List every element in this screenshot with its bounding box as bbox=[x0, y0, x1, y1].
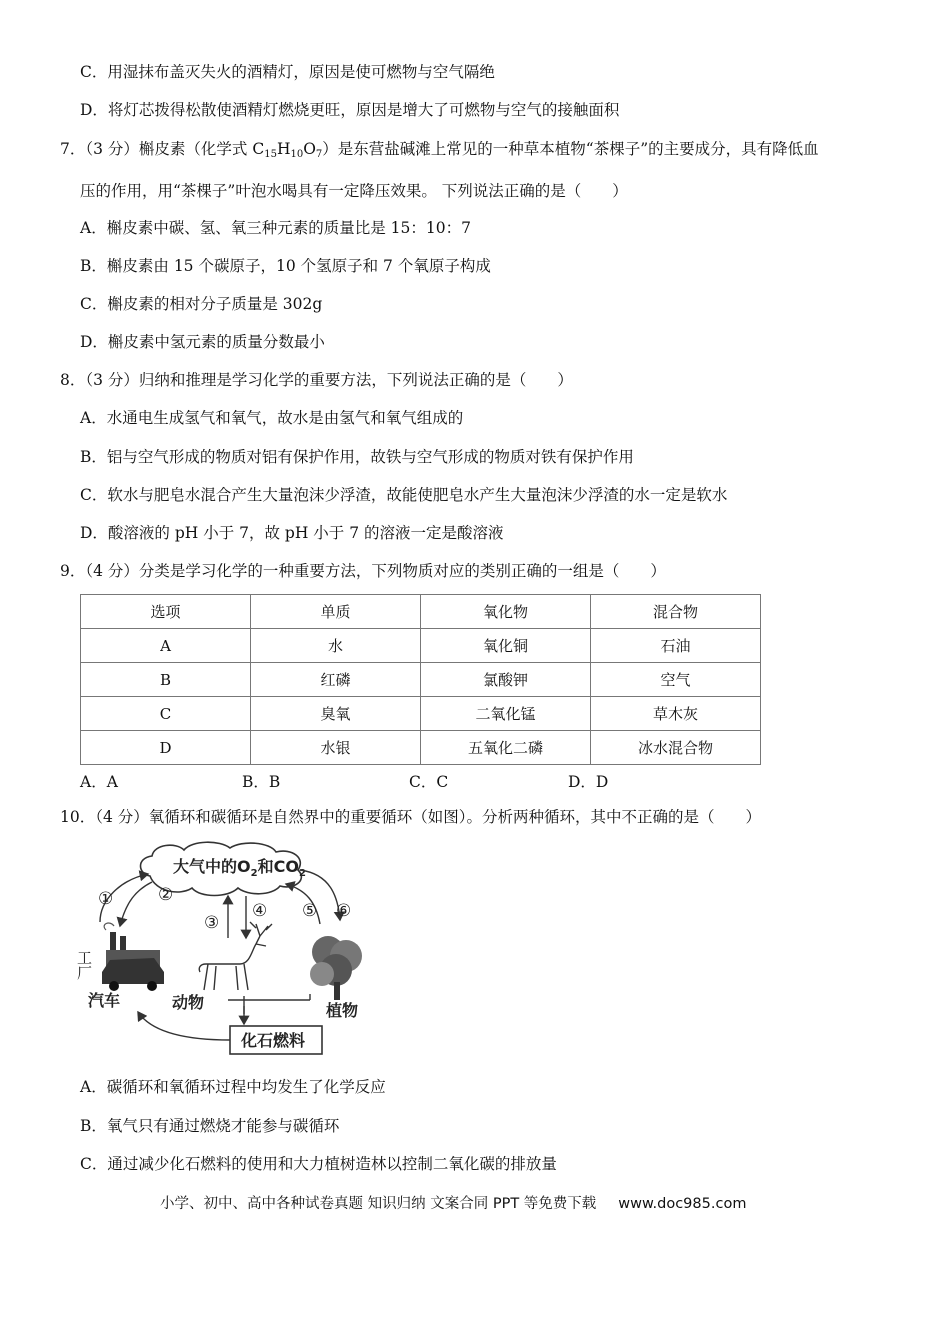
q7-h: H bbox=[276, 140, 291, 158]
q7-sub-h: 10 bbox=[290, 149, 304, 160]
table-cell: 冰水混合物 bbox=[591, 731, 761, 765]
table-header: 混合物 bbox=[591, 595, 761, 629]
table-cell: 氯酸钾 bbox=[421, 663, 591, 697]
table-cell: 氧化铜 bbox=[421, 629, 591, 663]
q7-o: O bbox=[303, 140, 316, 158]
q9-table bbox=[80, 594, 761, 765]
table-row bbox=[81, 731, 761, 765]
q8-option-b: B．铝与空气形成的物质对铝有保护作用，故铁与空气形成的物质对铁有保护作用 bbox=[80, 448, 634, 466]
q9-answer-b: B．B bbox=[242, 773, 281, 791]
q8-option-c: C．软水与肥皂水混合产生大量泡沫少浮渣，故能使肥皂水产生大量泡沫少浮渣的水一定是软水 bbox=[80, 486, 728, 504]
cycle-number: ⑥ bbox=[336, 901, 352, 921]
q7-sub-c: 15 bbox=[264, 149, 277, 160]
table-header-row bbox=[81, 595, 761, 629]
table-row bbox=[81, 629, 761, 663]
cycle-number: ① bbox=[98, 889, 114, 909]
q9-answer-a: A．A bbox=[80, 773, 118, 791]
q6-option-d: D．将灯芯拨得松散使酒精灯燃烧更旺，原因是增大了可燃物与空气的接触面积 bbox=[80, 101, 620, 119]
q10-stem: 10．（4 分）氧循环和碳循环是自然界中的重要循环（如图）。分析两种循环，其中不正确的是（ ） bbox=[60, 808, 762, 826]
factory-label: 工厂 bbox=[75, 950, 93, 980]
q7-stem bbox=[60, 139, 819, 159]
table-cell: B bbox=[81, 663, 251, 697]
tree-icon bbox=[310, 936, 362, 1000]
table-cell: 水 bbox=[251, 629, 421, 663]
table-cell: 臭氧 bbox=[251, 697, 421, 731]
plant-label: 植物 bbox=[326, 1001, 359, 1020]
animal-label: 动物 bbox=[172, 993, 205, 1012]
table-cell: 水银 bbox=[251, 731, 421, 765]
factory-car-icon bbox=[102, 923, 164, 991]
q7-stem-post: ）是东营盐碱滩上常见的一种草本植物“茶棵子”的主要成分，具有降低血 bbox=[322, 140, 819, 158]
footer-text: 小学、初中、高中各种试卷真题 知识归纳 文案合同 PPT 等免费下载 bbox=[160, 1196, 597, 1212]
q7-option-b: B．槲皮素由 15 个碳原子，10 个氢原子和 7 个氧原子构成 bbox=[80, 257, 491, 275]
fossil-fuel-label: 化石燃料 bbox=[241, 1031, 306, 1050]
q9-answer-c: C．C bbox=[409, 773, 449, 791]
cycle-number: ③ bbox=[204, 913, 220, 933]
table-cell: C bbox=[81, 697, 251, 731]
table-row bbox=[81, 663, 761, 697]
q7-option-d: D．槲皮素中氢元素的质量分数最小 bbox=[80, 333, 325, 351]
cloud-label: 大气中的$O_2$和$CO_2$ bbox=[173, 857, 306, 879]
table-cell: 二氧化锰 bbox=[421, 697, 591, 731]
q7-option-a: A．槲皮素中碳、氢、氧三种元素的质量比是 15：10：7 bbox=[80, 219, 471, 237]
table-row bbox=[81, 697, 761, 731]
cycle-number: ⑤ bbox=[302, 901, 318, 921]
q8-option-d: D．酸溶液的 pH 小于 7，故 pH 小于 7 的溶液一定是酸溶液 bbox=[80, 524, 504, 542]
q10-option-a: A．碳循环和氧循环过程中均发生了化学反应 bbox=[80, 1078, 386, 1096]
table-header: 氧化物 bbox=[421, 595, 591, 629]
q8-option-a: A．水通电生成氢气和氧气，故水是由氢气和氧气组成的 bbox=[80, 409, 464, 427]
table-cell: 空气 bbox=[591, 663, 761, 697]
table-cell: D bbox=[81, 731, 251, 765]
page-footer bbox=[160, 1192, 746, 1213]
q7-stem-pre: 7．（3 分）槲皮素（化学式 C bbox=[60, 140, 265, 158]
table-cell: 五氧化二磷 bbox=[421, 731, 591, 765]
cycle-number: ④ bbox=[252, 901, 268, 921]
table-cell: 草木灰 bbox=[591, 697, 761, 731]
q6-option-c: C．用湿抹布盖灭失火的酒精灯，原因是使可燃物与空气隔绝 bbox=[80, 63, 495, 81]
q7-option-c: C．槲皮素的相对分子质量是 302g bbox=[80, 295, 323, 313]
q10-option-c: C．通过减少化石燃料的使用和大力植树造林以控制二氧化碳的排放量 bbox=[80, 1155, 557, 1173]
car-label: 汽车 bbox=[88, 991, 121, 1010]
table-header: 选项 bbox=[81, 595, 251, 629]
footer-url[interactable]: www.doc985.com bbox=[618, 1196, 747, 1212]
oxygen-carbon-cycle-diagram bbox=[75, 840, 380, 1060]
q9-stem: 9．（4 分）分类是学习化学的一种重要方法，下列物质对应的类别正确的一组是（ ） bbox=[60, 562, 666, 580]
cycle-number: ② bbox=[158, 885, 174, 905]
q8-stem: 8．（3 分）归纳和推理是学习化学的重要方法，下列说法正确的是（ ） bbox=[60, 371, 573, 389]
q7-sub-o: 7 bbox=[315, 149, 323, 160]
q10-option-b: B．氧气只有通过燃烧才能参与碳循环 bbox=[80, 1117, 340, 1135]
table-header: 单质 bbox=[251, 595, 421, 629]
table-cell: 石油 bbox=[591, 629, 761, 663]
table-cell: 红磷 bbox=[251, 663, 421, 697]
table-cell: A bbox=[81, 629, 251, 663]
q7-stem-cont: 压的作用，用“茶棵子”叶泡水喝具有一定降压效果。 下列说法正确的是（ ） bbox=[80, 182, 628, 200]
q9-answer-d: D．D bbox=[568, 773, 609, 791]
